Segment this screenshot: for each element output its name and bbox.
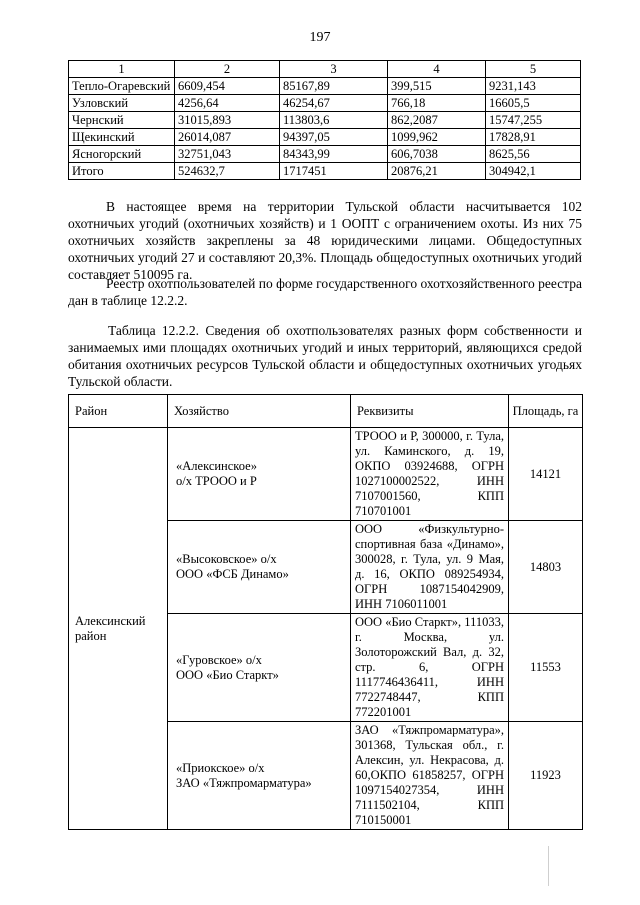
table-cell: 8625,56	[486, 146, 581, 163]
table-cell: 304942,1	[486, 163, 581, 180]
column-header-district: Район	[69, 395, 168, 428]
table-cell: 85167,89	[280, 78, 388, 95]
farm-owner: ООО «Био Старкт»	[176, 667, 279, 682]
table-cell: 46254,67	[280, 95, 388, 112]
requisites-cell: ООО «Физкультурно-спортивная база «Динамо», 300028, г. Тула, ул. 9 Мая, д. 16, ОКПО 089254934, ОГРН 1087154042909, ИНН 7106011001	[351, 521, 509, 614]
table-cell: 1099,962	[388, 129, 486, 146]
district-cell: Алексинский район	[69, 428, 168, 830]
table-cell: 15747,255	[486, 112, 581, 129]
hunting-users-table	[68, 394, 583, 830]
table-cell: 766,18	[388, 95, 486, 112]
table-cell: 26014,087	[175, 129, 280, 146]
scan-artifact-line	[548, 846, 549, 886]
table-cell: Тепло-Огаревский	[69, 78, 175, 95]
farm-owner: ООО «ФСБ Динамо»	[176, 567, 289, 581]
table-cell: 1717451	[280, 163, 388, 180]
table-cell: 9231,143	[486, 78, 581, 95]
column-header: 1	[69, 61, 175, 78]
farm-cell	[168, 614, 351, 722]
farm-cell	[168, 428, 351, 521]
table-cell: 606,7038	[388, 146, 486, 163]
requisites-cell: ЗАО «Тяжпромарматура», 301368, Тульская обл., г. Алексин, ул. Некрасова, д. 60,ОКПО 61858257, ОГРН 1097154027354, ИНН 7111502104, КПП 710150001	[351, 722, 509, 830]
requisites-cell: ТРООО и Р, 300000, г. Тула, ул. Каминского, д. 19, ОКПО 03924688, ОГРН 1027100002522, ИНН 7107001560, КПП 710701001	[351, 428, 509, 521]
table-cell: Итого	[69, 163, 175, 180]
farm-cell	[168, 521, 351, 614]
farm-cell	[168, 722, 351, 830]
table-row	[69, 112, 581, 129]
page-number: 197	[309, 30, 331, 45]
table-row	[69, 95, 581, 112]
column-header-farm: Хозяйство	[168, 395, 351, 428]
area-cell: 11923	[509, 722, 583, 830]
table-cell: 524632,7	[175, 163, 280, 180]
table-row	[69, 428, 583, 521]
farm-name: «Гуровское» о/х	[176, 652, 262, 667]
table-cell: 31015,893	[175, 112, 280, 129]
table-cell: 6609,454	[175, 78, 280, 95]
table-cell: Узловский	[69, 95, 175, 112]
table-cell: 113803,6	[280, 112, 388, 129]
table-cell: 32751,043	[175, 146, 280, 163]
column-header-requisites: Реквизиты	[351, 395, 509, 428]
requisites-cell: ООО «Био Старкт», 111033, г. Москва, ул. Золоторожский Вал, д. 32, стр. 6, ОГРН 1117746436411, ИНН 7722748447, КПП 772201001	[351, 614, 509, 722]
area-cell: 11553	[509, 614, 583, 722]
farm-name: «Приокское» о/х	[176, 760, 265, 775]
table-row-total	[69, 163, 581, 180]
farm-owner: о/х ТРООО и Р	[176, 474, 257, 488]
table-cell: 94397,05	[280, 129, 388, 146]
table-cell: 16605,5	[486, 95, 581, 112]
summary-table	[68, 60, 581, 180]
farm-name: «Высоковское» о/х	[176, 552, 277, 566]
column-header-area: Площадь, га	[509, 395, 583, 428]
table-cell: 399,515	[388, 78, 486, 95]
table-cell: Чернский	[69, 112, 175, 129]
table-cell: Щекинский	[69, 129, 175, 146]
table-cell: 20876,21	[388, 163, 486, 180]
farm-owner: ЗАО «Тяжпромарматура»	[176, 775, 312, 790]
body-paragraph: Реестр охотпользователей по форме государственного охотхозяйственного реестра дан в таблице 12.2.2.	[68, 276, 582, 308]
column-header: 5	[486, 61, 581, 78]
area-cell: 14121	[509, 428, 583, 521]
column-header: 2	[175, 61, 280, 78]
table-cell: 862,2087	[388, 112, 486, 129]
hunting-users-header-row	[69, 395, 583, 428]
farm-name: «Алексинское»	[176, 459, 257, 473]
body-paragraph: В настоящее время на территории Тульской области насчитывается 102 охотничьих угодий (охотничьих хозяйств) и 1 ООПТ с ограничением охоты. Из них 75 охотничьих хозяйств закреплены за 48 юридическими лицами. Общедоступных охотничьих угодий 27 и составляют 20,3%. Площадь общедоступных охотничьих угодий составляет 510095 га.	[68, 199, 582, 282]
table-cell: 4256,64	[175, 95, 280, 112]
table-row	[69, 129, 581, 146]
table-cell: Ясногорский	[69, 146, 175, 163]
table-cell: 17828,91	[486, 129, 581, 146]
table-row	[69, 78, 581, 95]
table-cell: 84343,99	[280, 146, 388, 163]
table-row	[69, 146, 581, 163]
column-header: 4	[388, 61, 486, 78]
column-header: 3	[280, 61, 388, 78]
summary-table-header-row	[69, 61, 581, 78]
area-cell: 14803	[509, 521, 583, 614]
table-caption: Таблица 12.2.2. Сведения об охотпользователях разных форм собственности и занимаемых ими площадях охотничьих угодий и иных территорий, являющихся средой обитания охотничьих ресурсов Тульской области и общедоступных охотничьих угодьях Тульской области.	[68, 323, 582, 389]
